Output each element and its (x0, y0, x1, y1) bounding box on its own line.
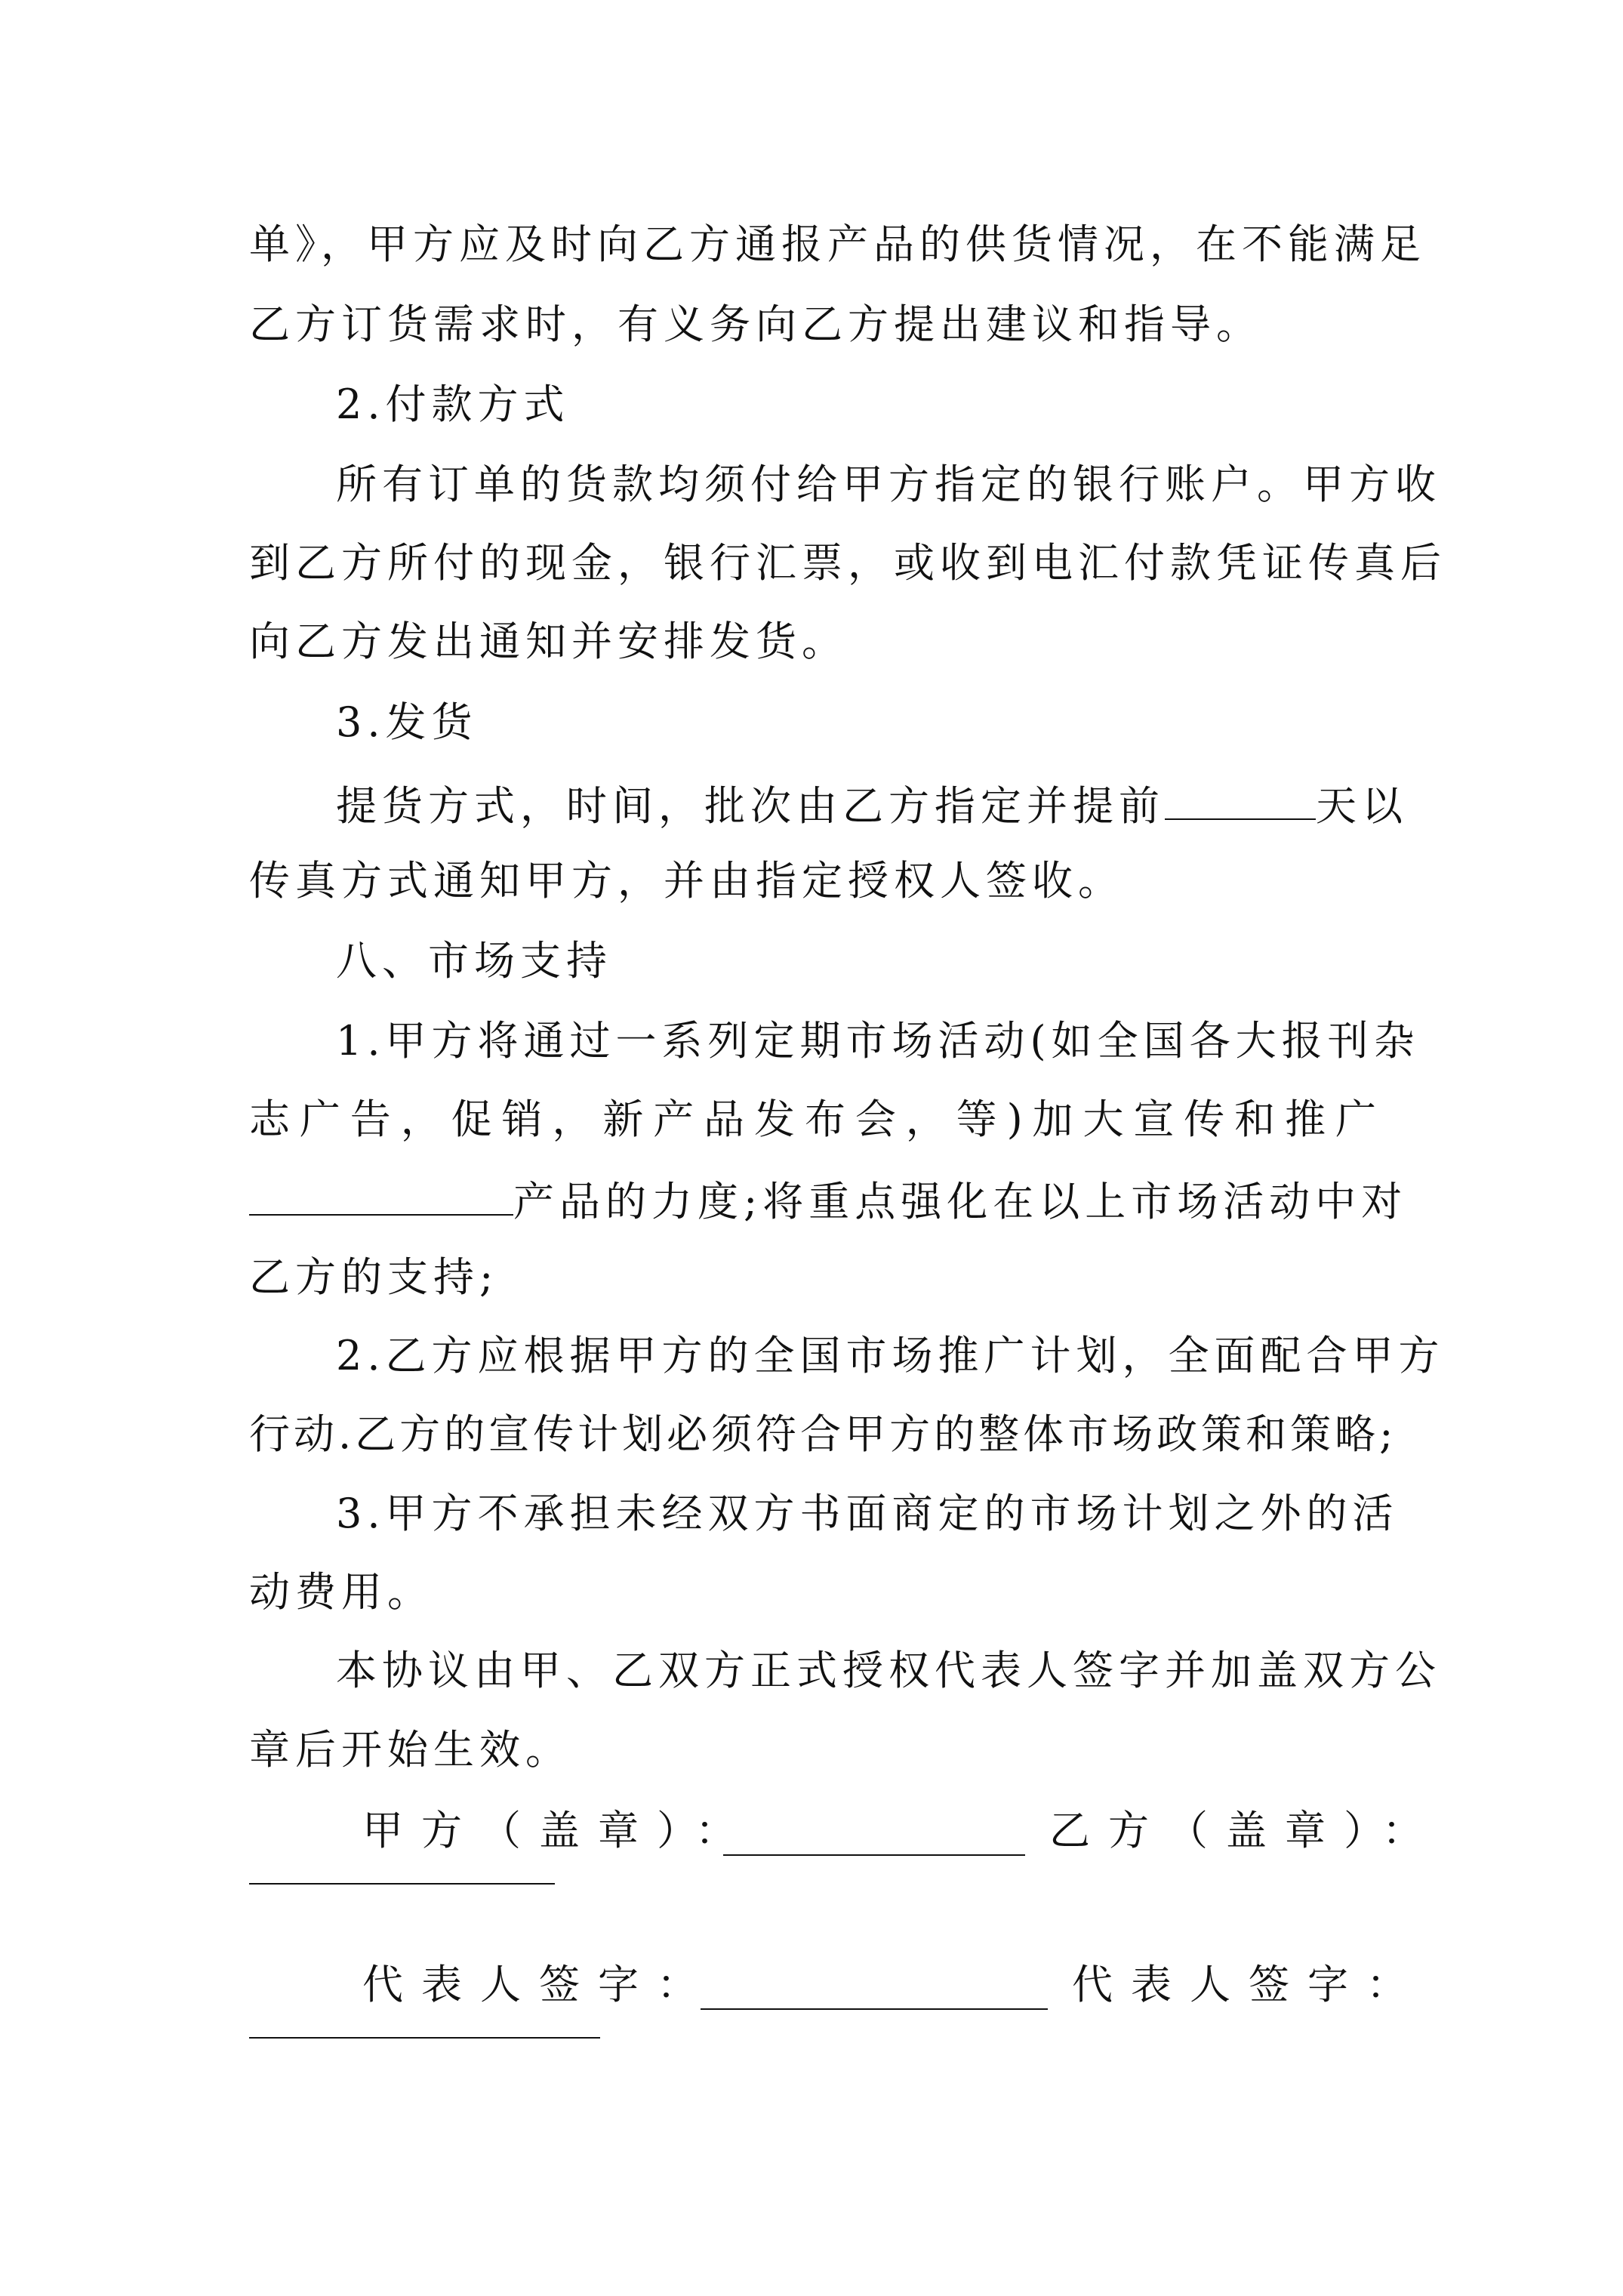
party-b-seal-line[interactable] (249, 1883, 555, 1885)
paragraph-line: 向乙方发出通知并安排发货。 (249, 618, 848, 665)
paragraph-line: 志广告，促销，新产品发布会，等)加大宣传和推广 (249, 1096, 1381, 1143)
paragraph-text: 产品的力度;将重点强化在以上市场活动中对 (513, 1178, 1408, 1225)
paragraph-text: 天以 (1316, 782, 1408, 830)
party-b-seal-label: 乙方（盖章）： (1049, 1807, 1441, 1854)
paragraph-text: 提货方式，时间，批次由乙方指定并提前 (336, 782, 1165, 830)
paragraph-line-with-blank (336, 776, 1408, 830)
fill-blank-product[interactable] (249, 1172, 513, 1216)
section-heading-shipping: 3.发货 (336, 698, 478, 746)
paragraph-line: 1.甲方将通过一系列定期市场活动(如全国各大报刊杂 (336, 1017, 1420, 1065)
paragraph-line: 章后开始生效。 (249, 1726, 571, 1774)
paragraph-line: 动费用。 (249, 1568, 433, 1616)
paragraph-line: 乙方的支持; (249, 1253, 499, 1301)
paragraph-line: 本协议由甲、乙双方正式授权代表人签字并加盖双方公 (336, 1647, 1441, 1694)
paragraph-line: 3.甲方不承担未经双方书面商定的市场计划之外的活 (336, 1490, 1399, 1537)
section-heading-market: 八、市场支持 (336, 937, 612, 985)
paragraph-line: 传真方式通知甲方，并由指定授权人签收。 (249, 857, 1124, 905)
paragraph-line: 2.乙方应根据甲方的全国市场推广计划，全面配合甲方 (336, 1332, 1445, 1379)
paragraph-line: 乙方订货需求时，有义务向乙方提出建议和指导。 (249, 300, 1262, 348)
rep-a-sign-label: 代表人签字： (362, 1961, 716, 2008)
paragraph-line: 到乙方所付的现金，银行汇票，或收到电汇付款凭证传真后 (249, 539, 1446, 587)
rep-b-sign-line[interactable] (249, 2037, 600, 2039)
paragraph-line: 单》，甲方应及时向乙方通报产品的供货情况，在不能满足 (249, 220, 1426, 268)
section-heading-payment: 2.付款方式 (336, 381, 570, 428)
paragraph-line: 所有订单的货款均须付给甲方指定的银行账户。甲方收 (336, 461, 1441, 508)
fill-blank-days[interactable] (1165, 776, 1316, 820)
rep-a-sign-line[interactable] (701, 2008, 1048, 2010)
party-a-seal-label: 甲方（盖章）： (362, 1807, 754, 1854)
rep-b-sign-label: 代表人签字： (1072, 1961, 1425, 2008)
party-a-seal-line[interactable] (723, 1854, 1025, 1856)
paragraph-line: 行动.乙方的宣传计划必须符合甲方的整体市场政策和策略; (249, 1410, 1397, 1458)
paragraph-line-with-blank (249, 1172, 1408, 1225)
